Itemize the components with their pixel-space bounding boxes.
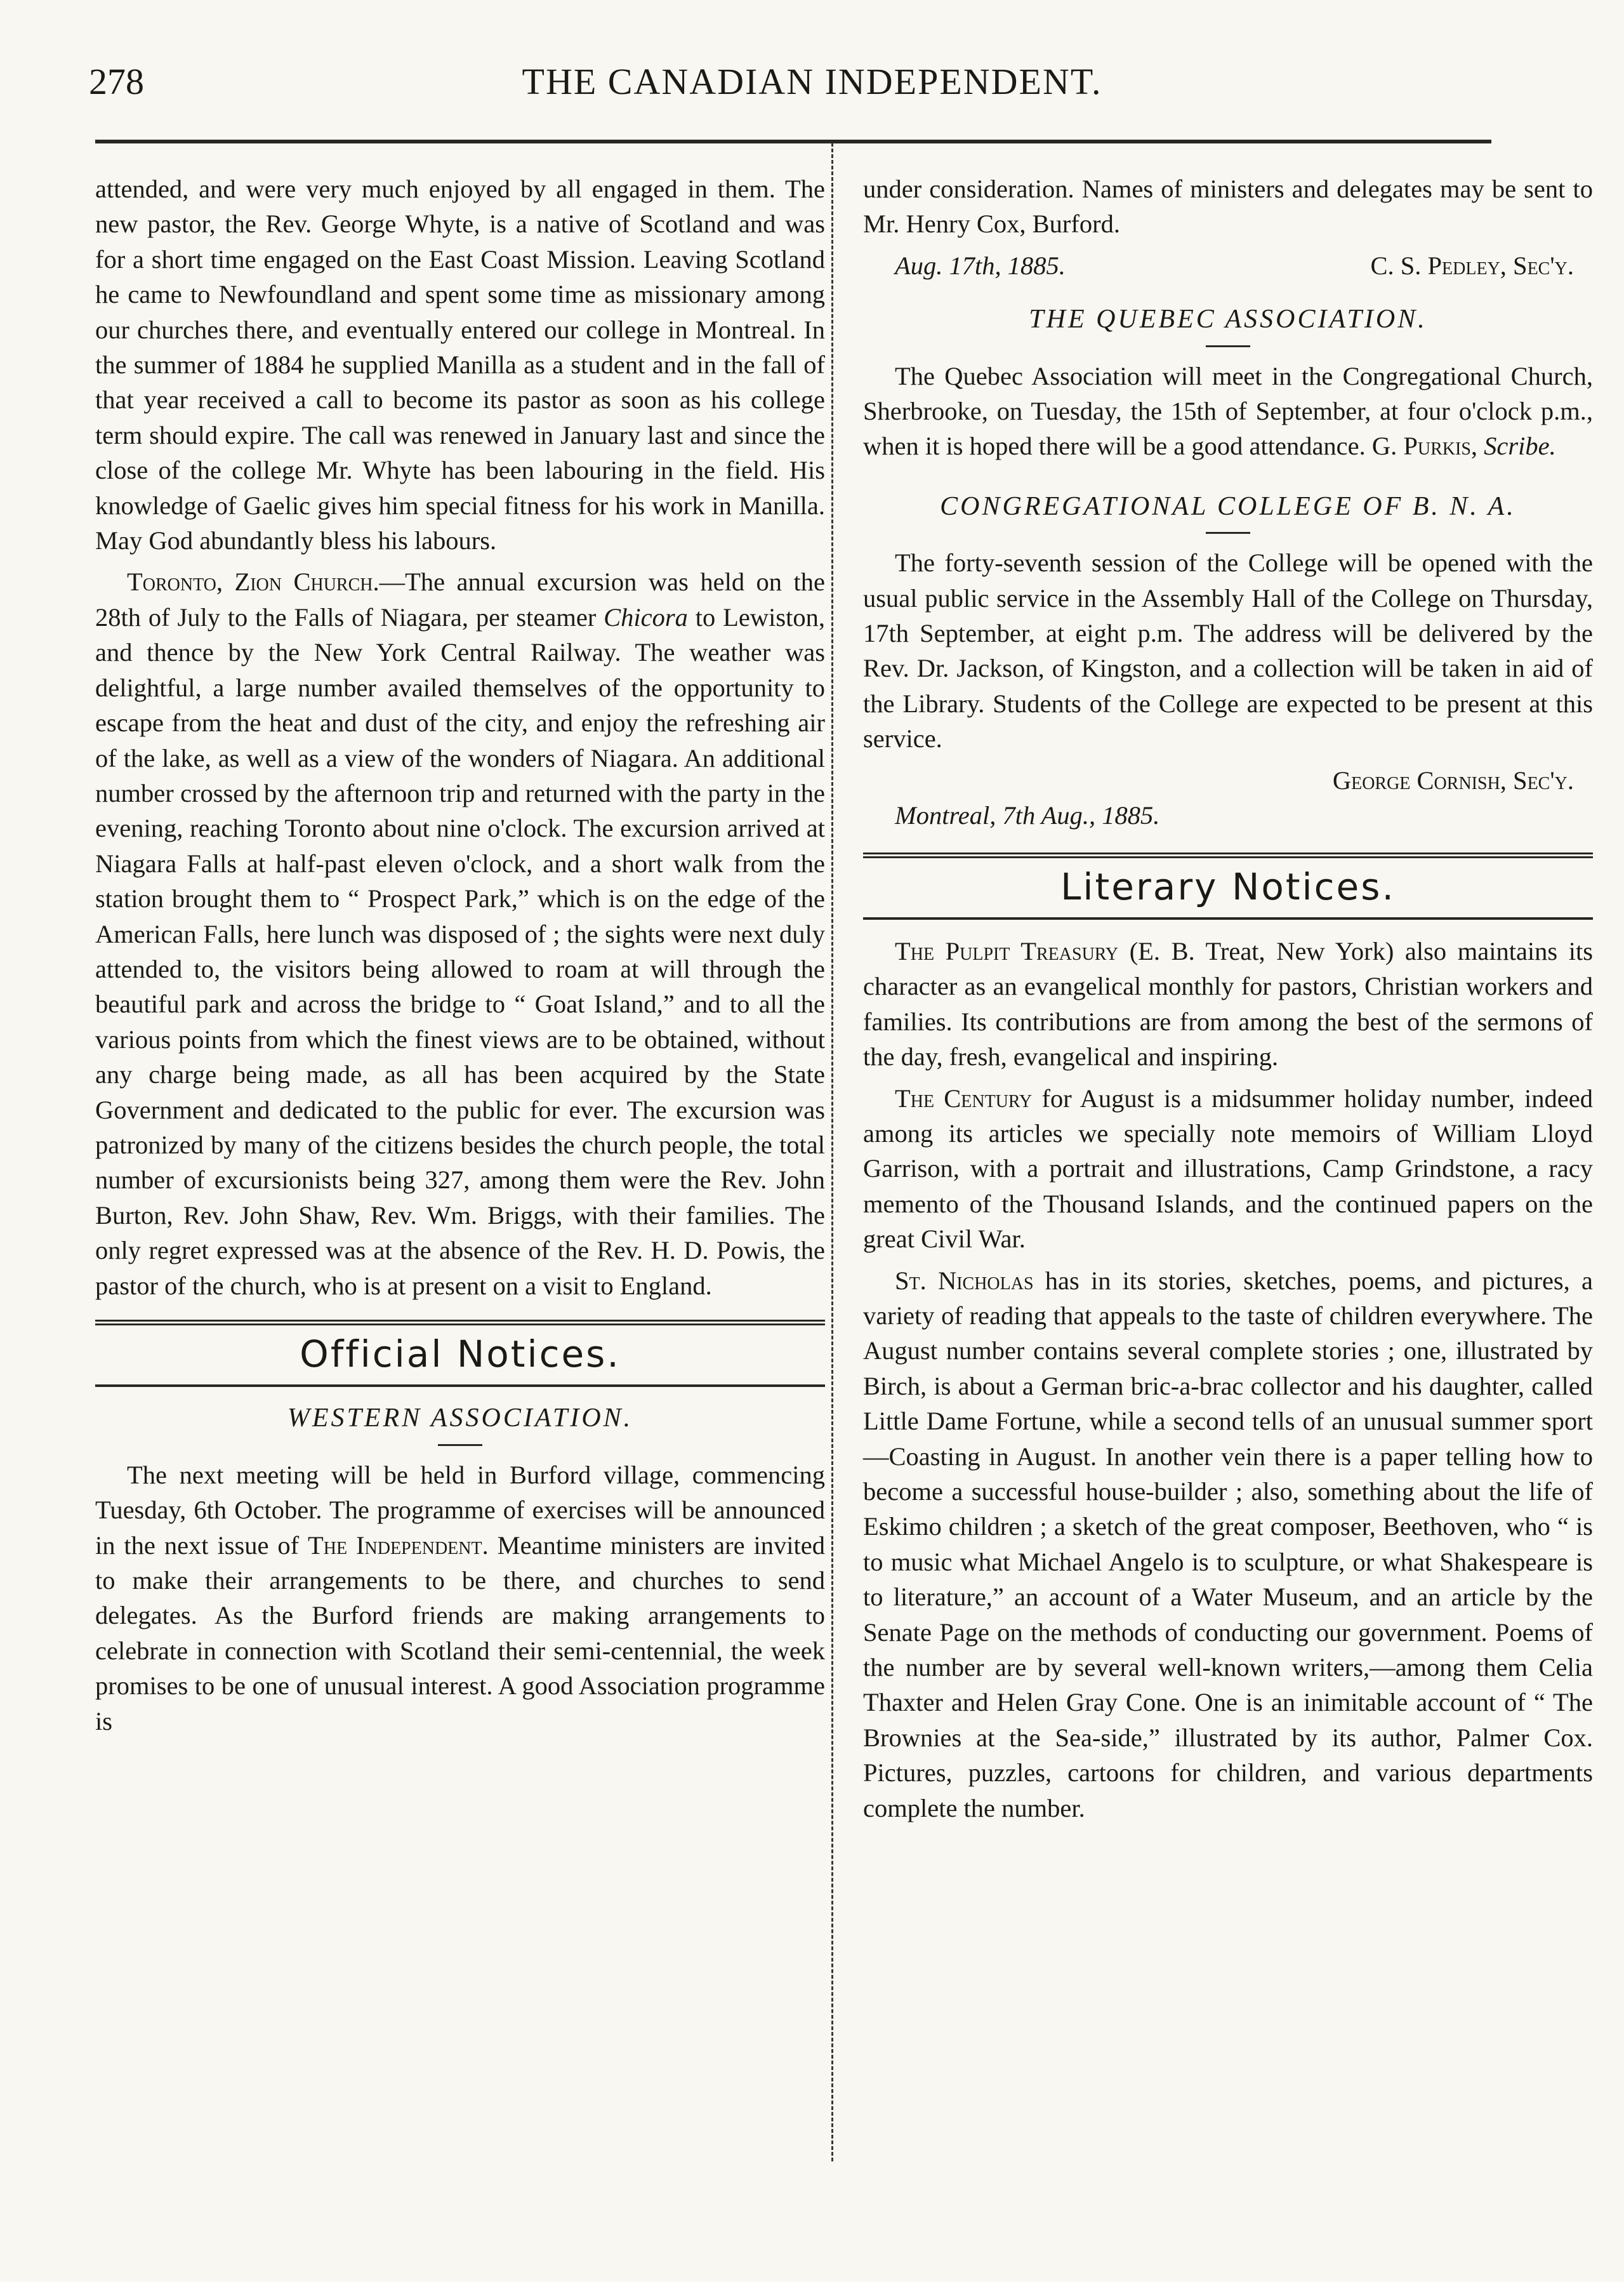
quebec-rule [1206, 345, 1250, 347]
quebec-association-heading: THE QUEBEC ASSOCIATION. [1029, 305, 1427, 335]
nicholas-text: has in its stories, sketches, poems, and pictures, a variety of reading that appeals to the taste of children everywhere. The August number contains several complete stories ; one, illustrated by Birch, is about a German bric-a-brac collector and his daughter, called Little Dame Fortune, while a second tells of an unusual summer sport—Coasting in August. In another vein there is a paper telling how to become a successful house-builder ; also, something about the life of Eskimo children ; a sketch of the great composer, Beethoven, who “ is to music what Michael Angelo is to sculpture, or what Shakespeare is to literature,” an account of a Water Museum, and an article by the Senate Page on the methods of conducting our government. Poems of the number are by several well-known writers,—among them Celia Thaxter and Helen Gray Cone. One is an inimitable account of “ The Brownies at the Sea-side,” illustrated by its author, Palmer Cox. Pictures, puzzles, cartoons for children, and various departments complete the number. [863, 1266, 1593, 1822]
western-association-heading: WESTERN ASSOCIATION. [287, 1403, 633, 1433]
pulpit-lead: The Pulpit Treasury [895, 936, 1119, 965]
steamer-name: Chicora [604, 602, 688, 632]
page-number: 278 [89, 61, 144, 102]
western-signature-line [863, 248, 1593, 283]
toronto-lead: Toronto, Zion Church. [127, 567, 380, 597]
western-text-a: The next meeting will be held in Burford village, commencing Tuesday, 6th October. The programme of exercises will be announced in the next issue of [95, 1460, 825, 1560]
literary-notices-banner [863, 852, 1593, 920]
college-signature: George Cornish, Sec'y. [1332, 766, 1574, 795]
western-paragraph [95, 1457, 825, 1739]
nicholas-lead: St. Nicholas [895, 1266, 1034, 1295]
quebec-signature-role: Scribe. [1484, 432, 1556, 461]
right-column [863, 171, 1593, 1832]
manilla-paragraph: attended, and were very much enjoyed by all engaged in them. The new pastor, the Rev. George Whyte, is a native of Scotland and was for a short time engaged on the East Coast Mission. Leaving Scotland he came to Newfoundland and spent some time as missionary among our churches there, and eventually entered our college in Montreal. In the summer of 1884 he supplied Manilla as a student and in the fall of that year received a call to become its pastor as soon as his college term should expire. The call was renewed in January last and since the close of the college Mr. Whyte has been labouring in the field. His knowledge of Gaelic gives him special fitness for his work in Manilla. May God abundantly bless his labours. [95, 175, 825, 555]
column-divider [831, 143, 833, 2161]
literary-notices-title: Literary Notices. [1060, 865, 1396, 908]
toronto-text-a: —The annual excursion was held on the 28th of July to the Falls of Niagara, per steamer [95, 567, 825, 632]
century-lead: The Century [895, 1084, 1033, 1113]
western-continued: under consideration. Names of ministers and delegates may be sent to Mr. Henry Cox, Burford. [863, 175, 1593, 239]
left-column [95, 171, 825, 1745]
century-paragraph [863, 1081, 1593, 1257]
official-notices-title: Official Notices. [300, 1332, 621, 1376]
quebec-paragraph [863, 359, 1593, 464]
quebec-text: The Quebec Association will meet in the Congregational Church, Sherbrooke, on Tuesday, the 15th of September, at four o'clock p.m., when it is hoped there will be a good attendance. [863, 361, 1593, 461]
running-title: THE CANADIAN INDEPENDENT. [522, 61, 1102, 102]
independent-name: The Independent. [308, 1530, 489, 1560]
western-text-b: Meantime ministers are invited to make their arrangements to be there, and churches to send delegates. As the Burford friends are making arrangements to celebrate in connection with Scotland their semi-centennial, the week promises to be one of unusual interest. A good Association programme is [95, 1530, 825, 1735]
toronto-text-b: to Lewiston, and thence by the New York Central Railway. The weather was delightful, a large number availed themselves of the opportunity to escape from the heat and dust of the city, and enjoy the refreshing air of the lake, as well as a view of the wonders of Niagara. An additional number crossed by the afternoon trip and returned with the party in the evening, reaching Toronto about nine o'clock. The excursion arrived at Niagara Falls at half-past eleven o'clock, and a short walk from the station brought them to “ Prospect Park,” which is on the edge of the American Falls, here lunch was disposed of ; the sights were next duly attended to, the visitors being allowed to roam at will through the beautiful park and across the bridge to “ Goat Island,” and to all the various points from which the finest views are to be obtained, without any charge being made, as all has been acquired by the State Government and dedicated to the public for ever. The excursion was patronized by many of the citizens besides the church people, the total number of excursionists being 327, among them were the Rev. John Burton, Rev. John Shaw, Rev. Wm. Briggs, with their families. The only regret expressed was at the absence of the Rev. H. D. Powis, the pastor of the church, who is at present on a visit to England. [95, 602, 825, 1300]
college-paragraph: The forty-seventh session of the College will be opened with the usual public service in the Assembly Hall of the College on Thursday, 17th September, at eight p.m. The address will be delivered by the Rev. Dr. Jackson, of Kingston, and a collection will be taken in aid of the Library. Students of the College are expected to be present at this service. [863, 548, 1593, 753]
pulpit-text: (E. B. Treat, New York) also maintains its character as an evangelical monthly for pastors, Christian workers and families. Its contributions are from among the best of the sermons of the day, fresh, evangelical and inspiring. [863, 936, 1593, 1071]
college-heading: CONGREGATIONAL COLLEGE OF B. N. A. [940, 491, 1516, 521]
western-date: Aug. 17th, 1885. [895, 251, 1066, 280]
pulpit-treasury-paragraph [863, 934, 1593, 1075]
toronto-paragraph [95, 564, 825, 1303]
western-signature: C. S. Pedley, Sec'y. [1370, 251, 1574, 280]
western-rule [438, 1444, 482, 1446]
official-notices-banner [95, 1320, 825, 1387]
header-rule [95, 140, 1491, 143]
college-date: Montreal, 7th Aug., 1885. [895, 801, 1160, 830]
quebec-signature-name: G. Purkis, [1371, 432, 1478, 461]
century-text: for August is a midsummer holiday number, indeed among its articles we specially note memoirs of William Lloyd Garrison, with a portrait and illustrations, Camp Grindstone, a racy memento of the Thousand Islands, and the continued papers on the great Civil War. [863, 1084, 1594, 1254]
st-nicholas-paragraph [863, 1263, 1593, 1826]
college-rule [1206, 532, 1250, 534]
